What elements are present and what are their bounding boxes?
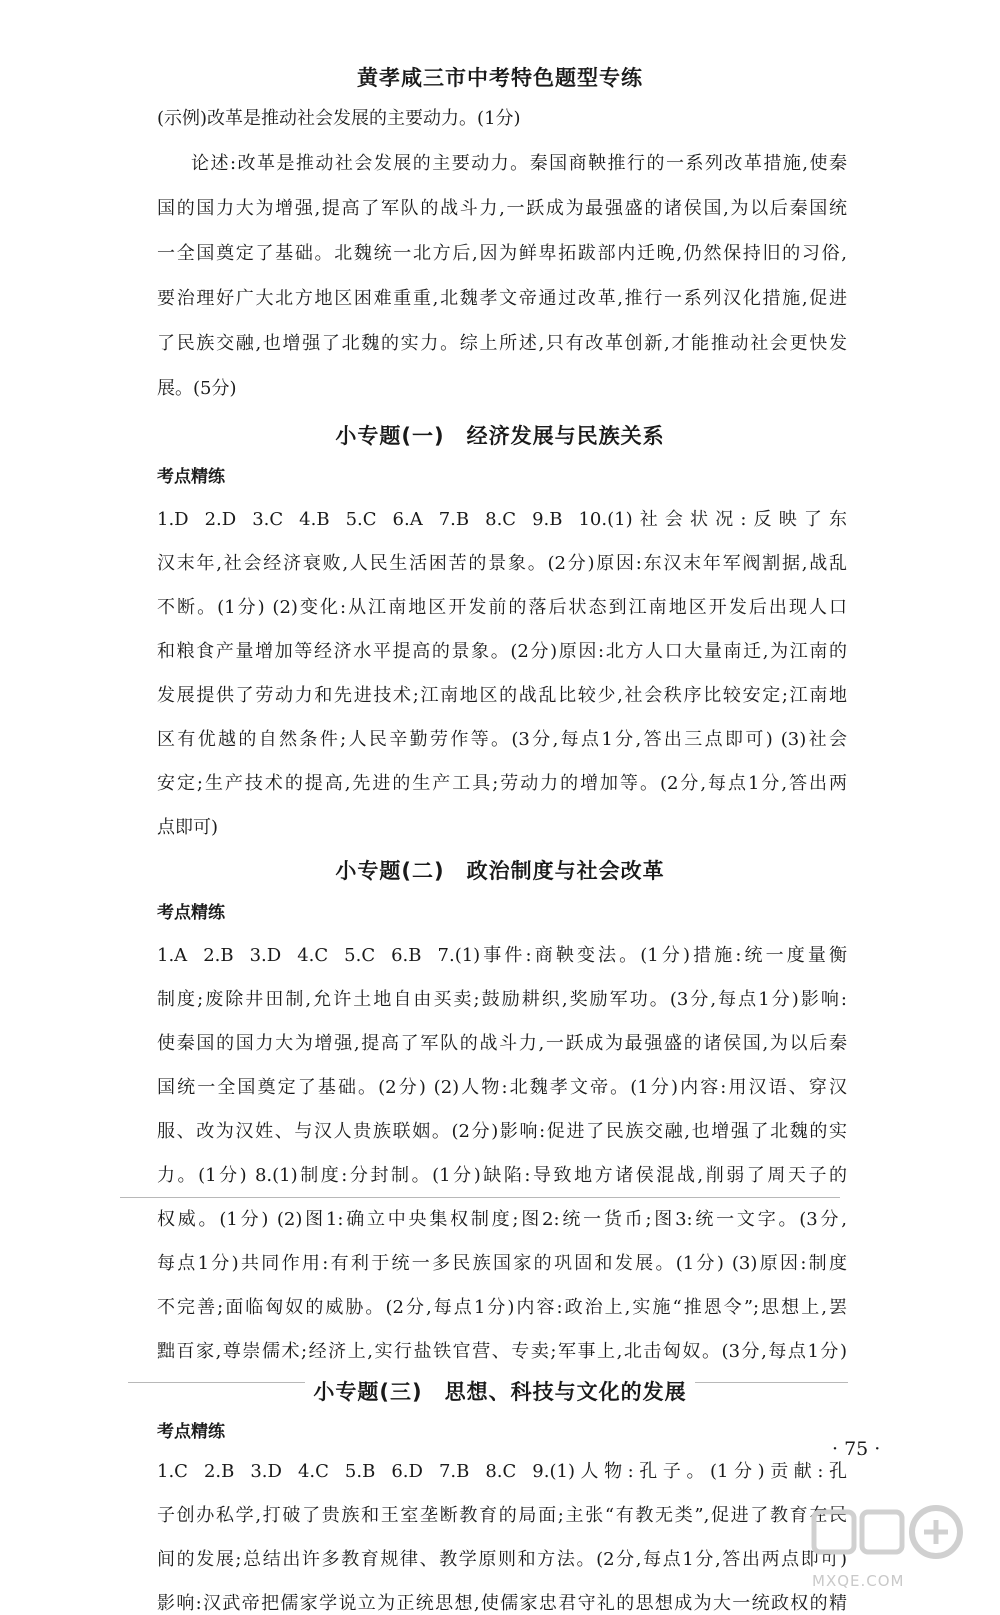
answer-text-line: 力。(1分) 8.(1)制度:分封制。(1分)缺陷:导致地方诸侯混战,削弱了周天子的 [157,1165,848,1186]
answer-text-line: 黜百家,尊崇儒术;经济上,实行盐铁官营、专卖;军事上,北击匈奴。(3分,每点1分) [157,1341,847,1362]
answer-item: 1.A [157,945,188,966]
answer-item: 8.C [485,509,517,530]
answer-item: 3.D [249,945,282,966]
answer-text-line: 服、改为汉姓、与汉人贵族联姻。(2分)影响:促进了民族交融,也增强了北魏的实 [157,1121,847,1142]
section-title-prefix: 小专题(一) [335,424,445,448]
answer-text-line: 汉末年,社会经济衰败,人民生活困苦的景象。(2分)原因:东汉末年军阀割据,战乱 [157,553,847,574]
section-title-prefix: 小专题(三) [313,1380,423,1404]
answer-item: 9.B [532,509,563,530]
answer-item: 2.D [204,509,237,530]
answer-key-line [157,1457,847,1483]
watermark-text: MXQE.COM [812,1572,905,1590]
answer-item: 5.C [344,945,376,966]
section-label: 考点精练 [157,1422,225,1442]
answer-text-line: 点即可) [157,817,219,838]
answer-item: 5.B [344,1461,376,1482]
section-title-topic: 经济发展与民族关系 [466,424,665,448]
answer-text-line: 和粮食产量增加等经济水平提高的景象。(2分)原因:北方人口大量南迁,为江南的 [157,641,847,662]
section-label: 考点精练 [157,903,225,923]
answer-item: 6.A [392,509,423,530]
intro-text-line: 论述:改革是推动社会发展的主要动力。秦国商鞅推行的一系列改革措施,使秦 [191,153,847,174]
answer-text-line: 国统一全国奠定了基础。(2分) (2)人物:北魏孝文帝。(1分)内容:用汉语、穿汉 [157,1077,847,1098]
answer-item: 4.C [297,945,329,966]
intro-text-line: 展。(5分) [157,378,237,399]
section-title-economy [0,420,1000,450]
answer-item: 6.D [391,1461,423,1482]
page-title: 黄孝咸三市中考特色题型专练 [357,66,643,90]
page-number: · 75 · [832,1438,881,1460]
question-answer-start: 9.(1)人物:孔子。(1分)贡献:孔 [532,1461,847,1482]
intro-text-line: 要治理好广大北方地区困难重重,北魏孝文帝通过改革,推行一系列汉化措施,促进 [157,288,847,309]
answer-text-line: 使秦国的国力大为增强,提高了军队的战斗力,一跃成为最强盛的诸侯国,为以后秦 [157,1033,847,1054]
section-label: 考点精练 [157,467,225,487]
answer-text-line: 安定;生产技术的提高,先进的生产工具;劳动力的增加等。(2分,每点1分,答出两 [157,773,847,794]
intro-text-line: 国的国力大为增强,提高了军队的战斗力,一跃成为最强盛的诸侯国,为以后秦国统 [157,198,847,219]
answer-item: 8.C [485,1461,517,1482]
answer-item: 2.B [203,1461,235,1482]
answer-text-line: 间的发展;总结出许多教育规律、教学原则和方法。(2分,每点1分,答出两点即可) [157,1549,847,1570]
answer-text-line: 影响:汉武帝把儒家学说立为正统思想,使儒家忠君守礼的思想成为大一统政权的精 [157,1593,847,1614]
answer-item: 6.B [391,945,422,966]
answer-item: 2.B [203,945,234,966]
question-answer-start: 10.(1)社会状况:反映了东 [578,509,847,530]
answer-text-line: 不完善;面临匈奴的威胁。(2分,每点1分)内容:政治上,实施“推恩令”;思想上,罢 [157,1297,847,1318]
answer-item: 4.B [299,509,330,530]
intro-text-line: 了民族交融,也增强了北魏的实力。综上所述,只有改革创新,才能推动社会更快发 [157,333,847,354]
answer-text-line: 子创办私学,打破了贵族和王室垄断教育的局面;主张“有教无类”,促进了教育在民 [157,1505,847,1526]
answer-text-line: 发展提供了劳动力和先进技术;江南地区的战乱比较少,社会秩序比较安定;江南地 [157,685,847,706]
answer-key-line [157,505,847,531]
answer-item: 5.C [345,509,377,530]
section-title-topic: 思想、科技与文化的发展 [444,1380,687,1404]
intro-example-line: (示例)改革是推动社会发展的主要动力。(1分) [157,108,521,129]
answer-text-line: 区有优越的自然条件;人民辛勤劳作等。(3分,每点1分,答出三点即可) (3)社会 [157,729,847,750]
section-title-politics [0,855,1000,885]
section-title-prefix: 小专题(二) [335,859,445,883]
section-title-topic: 政治制度与社会改革 [466,859,665,883]
answer-text-line: 制度;废除井田制,允许土地自由买卖;鼓励耕织,奖励军功。(3分,每点1分)影响: [157,989,847,1010]
answer-item: 4.C [297,1461,329,1482]
question-answer-start: 7.(1)事件:商鞅变法。(1分)措施:统一度量衡 [437,945,847,966]
scan-fold-line [120,1197,840,1198]
answer-item: 7.B [438,1461,470,1482]
answer-item: 1.C [157,1461,188,1482]
answer-item: 1.D [157,509,189,530]
answer-key-line [157,941,847,967]
answer-text-line: 权威。(1分) (2)图1:确立中央集权制度;图2:统一货币;图3:统一文字。(3分, [157,1209,847,1230]
answer-item: 3.C [252,509,284,530]
intro-text-line: 一全国奠定了基础。北魏统一北方后,因为鲜卑拓跋部内迁晚,仍然保持旧的习俗, [157,243,847,264]
answer-text-line: 不断。(1分) (2)变化:从江南地区开发前的落后状态到江南地区开发后出现人口 [157,597,847,618]
section-title-culture [0,1376,1000,1406]
answer-item: 3.D [250,1461,282,1482]
answer-item: 7.B [438,509,470,530]
answer-text-line: 每点1分)共同作用:有利于统一多民族国家的巩固和发展。(1分) (3)原因:制度 [157,1253,847,1274]
